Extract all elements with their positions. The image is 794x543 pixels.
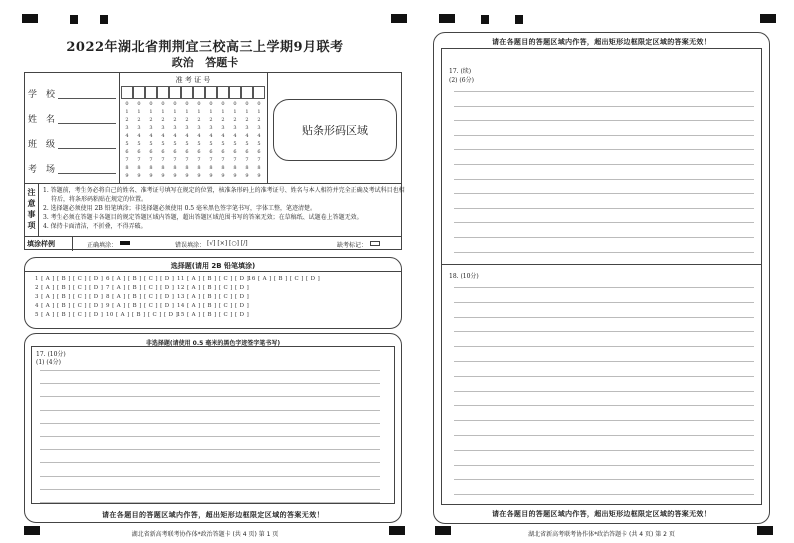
ticket-digit-bubble[interactable]: 2 (125, 117, 129, 123)
ticket-digit-bubble[interactable]: 9 (257, 173, 261, 179)
writing-line (454, 420, 754, 421)
ticket-digit-box[interactable] (157, 86, 169, 99)
ticket-digit-bubble[interactable]: 5 (173, 141, 177, 147)
ticket-digit-bubble[interactable]: 1 (125, 109, 129, 115)
ticket-digit-box[interactable] (181, 86, 193, 99)
footer-page1: 湖北省新高考联考协作体*政治答题卡 (共 4 页) 第 1 页 (131, 531, 279, 538)
writing-line (454, 465, 754, 466)
ticket-digit-bubble[interactable]: 0 (161, 101, 165, 107)
ticket-digit-bubble[interactable]: 6 (197, 149, 201, 155)
choice-number: 5 (35, 312, 42, 318)
footer-page2: 湖北省新高考联考协作体*政治答题卡 (共 4 页) 第 2 页 (528, 531, 675, 538)
ticket-digit-box[interactable] (121, 86, 133, 99)
ticket-digit-bubble[interactable]: 5 (185, 141, 189, 147)
ticket-digit-bubble[interactable]: 2 (245, 117, 249, 123)
ticket-digit-bubble[interactable]: 3 (209, 125, 213, 131)
timing-mark (391, 14, 407, 23)
absent-mark-box[interactable] (370, 241, 380, 246)
ticket-digit-bubble[interactable]: 9 (185, 173, 189, 179)
ticket-digit-bubble[interactable]: 4 (137, 133, 141, 139)
wrong-fill-label: 错误填涂： (175, 242, 206, 249)
choice-options[interactable]: [ A ] [ B ] [ C ] [ D ] (41, 276, 104, 282)
ticket-digit-bubble[interactable]: 7 (209, 157, 213, 163)
info-field-row (28, 112, 116, 126)
ticket-digit-bubble[interactable]: 6 (161, 149, 165, 155)
ticket-digit-bubble[interactable]: 4 (221, 133, 225, 139)
choice-item[interactable] (177, 312, 249, 318)
ticket-digit-box[interactable] (133, 86, 145, 99)
writing-line (454, 361, 754, 362)
ticket-digit-bubble[interactable]: 5 (257, 141, 261, 147)
notice-list (43, 186, 405, 231)
ticket-digit-bubble[interactable]: 7 (245, 157, 249, 163)
ticket-digit-bubble[interactable]: 3 (233, 125, 237, 131)
choice-number: 1 (35, 276, 42, 282)
choice-options[interactable]: [ A ] [ B ] [ C ] [ D ] (112, 276, 175, 282)
choice-options[interactable]: [ A ] [ B ] [ C ] [ D ] (41, 285, 104, 291)
ticket-digit-bubble[interactable]: 7 (233, 157, 237, 163)
boundary-warning-bottom: 请在各题目的答题区域内作答，超出矩形边框限定区域的答案无效！ (492, 510, 711, 518)
ticket-digit-bubble[interactable]: 6 (173, 149, 177, 155)
ticket-digit-bubble[interactable]: 0 (257, 101, 261, 107)
ticket-digit-bubble[interactable]: 2 (149, 117, 153, 123)
ticket-digit-box[interactable] (241, 86, 253, 99)
writing-line (40, 436, 380, 437)
barcode-label: 贴条形码区域 (302, 124, 368, 137)
q17-sub1-heading: (1) (4分) (36, 359, 61, 366)
ticket-digit-bubble[interactable]: 9 (197, 173, 201, 179)
q17-cont-heading: 17. (续) (449, 68, 472, 75)
ticket-digit-bubble[interactable]: 7 (197, 157, 201, 163)
ticket-digit-bubble[interactable]: 1 (137, 109, 141, 115)
timing-mark (515, 15, 523, 24)
choice-item[interactable] (106, 285, 174, 291)
ticket-digit-bubble[interactable]: 8 (149, 165, 153, 171)
ticket-digit-bubble[interactable]: 3 (185, 125, 189, 131)
ticket-digit-bubble[interactable]: 2 (173, 117, 177, 123)
notice-item: 3. 考生必须在答题卡各题目的规定答题区域内答题，超出答题区域范围书写的答案无效；在草稿纸、试题卷上答题无效。 (43, 214, 363, 221)
ticket-digit-bubble[interactable]: 1 (149, 109, 153, 115)
notice-label: 注 意 事 项 (27, 187, 36, 230)
ticket-digit-bubble[interactable]: 3 (245, 125, 249, 131)
ticket-digit-bubble[interactable]: 9 (137, 173, 141, 179)
ticket-digit-bubble[interactable]: 6 (257, 149, 261, 155)
ticket-digit-bubble[interactable]: 5 (245, 141, 249, 147)
ticket-digit-bubble[interactable]: 9 (221, 173, 225, 179)
writing-line (40, 462, 380, 463)
notice-item: 4. 保持卡面清洁，不折叠，不得弄破。 (43, 223, 147, 230)
ticket-digit-bubble[interactable]: 8 (173, 165, 177, 171)
ticket-digit-bubble[interactable]: 7 (149, 157, 153, 163)
ticket-digit-box[interactable] (193, 86, 205, 99)
ticket-digit-bubble[interactable]: 1 (185, 109, 189, 115)
ticket-digit-bubble[interactable]: 4 (245, 133, 249, 139)
ticket-digit-bubble[interactable]: 3 (257, 125, 261, 131)
ticket-digit-bubble[interactable]: 9 (173, 173, 177, 179)
ticket-digit-bubble[interactable]: 0 (137, 101, 141, 107)
choice-options[interactable]: [ A ] [ B ] [ C ] [ D ] (186, 312, 250, 318)
writing-line (40, 410, 380, 411)
ticket-digit-bubble[interactable]: 6 (149, 149, 153, 155)
ticket-digit-bubble[interactable]: 8 (161, 165, 165, 171)
ticket-digit-bubble[interactable]: 1 (245, 109, 249, 115)
ticket-digit-bubble[interactable]: 7 (137, 157, 141, 163)
writing-line (40, 423, 380, 424)
choice-number: 7 (106, 285, 113, 291)
choice-number: 4 (35, 303, 42, 309)
nonchoice-panel (24, 333, 402, 523)
writing-line (454, 91, 754, 92)
exam-title: 2022年湖北省荆荆宜三校高三上学期9月联考 (66, 40, 344, 55)
writing-line (40, 502, 380, 503)
ticket-digit-bubble[interactable]: 8 (233, 165, 237, 171)
answer-area-q18[interactable] (441, 265, 762, 505)
ticket-digit-bubble[interactable]: 3 (161, 125, 165, 131)
ticket-digit-bubble[interactable]: 3 (149, 125, 153, 131)
choice-number: 11 (177, 276, 187, 282)
writing-line (454, 405, 754, 406)
q17-heading: 17. (10分) (36, 351, 66, 358)
ticket-digit-bubble[interactable]: 0 (125, 101, 129, 107)
ticket-digit-bubble[interactable]: 3 (137, 125, 141, 131)
ticket-digit-bubble[interactable]: 0 (209, 101, 213, 107)
ticket-digit-bubble[interactable]: 8 (257, 165, 261, 171)
ticket-digit-bubble[interactable]: 6 (185, 149, 189, 155)
answer-area-q17[interactable] (31, 346, 395, 504)
writing-line (454, 317, 754, 318)
info-field-label: 姓 名 (28, 115, 56, 125)
ticket-digit-bubble[interactable]: 6 (245, 149, 249, 155)
ticket-digit-bubble[interactable]: 4 (125, 133, 129, 139)
correct-fill-label: 正确填涂： (87, 242, 118, 249)
info-field-input[interactable] (58, 98, 116, 99)
ticket-digit-bubble[interactable]: 0 (221, 101, 225, 107)
ticket-digit-bubble[interactable]: 3 (197, 125, 201, 131)
ticket-digit-bubble[interactable]: 9 (209, 173, 213, 179)
notice-item: 2. 选择题必须使用 2B 铅笔填涂；非选择题必须使用 0.5 毫米黑色签字笔书写，字体工整，笔迹清楚。 (43, 205, 317, 212)
ticket-digit-bubble[interactable]: 7 (185, 157, 189, 163)
choice-options[interactable]: [ A ] [ B ] [ C ] [ D ] (186, 276, 250, 282)
ticket-digit-bubble[interactable]: 5 (125, 141, 129, 147)
ticket-digit-bubble[interactable]: 4 (209, 133, 213, 139)
ticket-digit-bubble[interactable]: 4 (173, 133, 177, 139)
choice-options[interactable]: [ A ] [ B ] [ C ] [ D ] (112, 303, 175, 309)
choice-options[interactable]: [ A ] [ B ] [ C ] [ D ] (41, 294, 104, 300)
ticket-digit-bubble[interactable]: 8 (221, 165, 225, 171)
fill-sample-label: 填涂样例 (27, 240, 55, 248)
choice-options[interactable]: [ A ] [ B ] [ C ] [ D ] (41, 312, 104, 318)
wrong-fill-marks: [√] [×] [○] [/] (207, 240, 248, 247)
ticket-digit-bubble[interactable]: 5 (233, 141, 237, 147)
ticket-digit-bubble[interactable]: 2 (137, 117, 141, 123)
page2-panel (433, 32, 770, 524)
info-field-row (28, 137, 116, 151)
ticket-digit-bubble[interactable]: 9 (125, 173, 129, 179)
writing-line (40, 370, 380, 371)
ticket-digit-box[interactable] (229, 86, 241, 99)
writing-line (454, 179, 754, 180)
choice-title: 选择题(请用 2B 铅笔填涂) (170, 262, 256, 270)
ticket-digit-bubble[interactable]: 4 (161, 133, 165, 139)
ticket-digit-bubble[interactable]: 0 (185, 101, 189, 107)
choice-number: 16 (248, 276, 258, 282)
ticket-digit-bubble[interactable]: 2 (197, 117, 201, 123)
ticket-digit-bubble[interactable]: 6 (233, 149, 237, 155)
ticket-digit-bubble[interactable]: 5 (137, 141, 141, 147)
writing-line (454, 287, 754, 288)
ticket-digit-bubble[interactable]: 8 (209, 165, 213, 171)
choice-options[interactable]: [ A ] [ B ] [ C ] [ D ] (186, 294, 250, 300)
ticket-digit-bubble[interactable]: 3 (125, 125, 129, 131)
choice-number: 15 (177, 312, 187, 318)
boundary-warning-top: 请在各题目的答题区域内作答，超出矩形边框限定区域的答案无效！ (492, 38, 711, 46)
ticket-digit-bubble[interactable]: 0 (197, 101, 201, 107)
ticket-digit-bubble[interactable]: 5 (221, 141, 225, 147)
ticket-digit-box[interactable] (217, 86, 229, 99)
ticket-digit-bubble[interactable]: 0 (149, 101, 153, 107)
timing-mark (760, 14, 776, 23)
ticket-digit-bubble[interactable]: 2 (221, 117, 225, 123)
ticket-digit-bubble[interactable]: 9 (149, 173, 153, 179)
choice-item[interactable] (177, 303, 249, 309)
choice-options[interactable]: [ A ] [ B ] [ C ] [ D ] (257, 276, 321, 282)
choice-item[interactable] (35, 294, 103, 300)
ticket-digit-bubble[interactable]: 1 (197, 109, 201, 115)
ticket-digit-bubble[interactable]: 0 (173, 101, 177, 107)
writing-line (454, 252, 754, 253)
info-box (24, 72, 405, 250)
choice-options[interactable]: [ A ] [ B ] [ C ] [ D ] (186, 285, 250, 291)
ticket-number-label: 准 考 证 号 (175, 76, 211, 84)
ticket-digit-bubble[interactable]: 5 (197, 141, 201, 147)
ticket-digit-bubble[interactable]: 8 (137, 165, 141, 171)
ticket-digit-bubble[interactable]: 5 (161, 141, 165, 147)
info-field-row (28, 87, 116, 101)
ticket-digit-bubble[interactable]: 0 (245, 101, 249, 107)
nonchoice-title: 非选择题(请使用 0.5 毫米的黑色字迹签字笔书写) (145, 340, 281, 347)
notice-item: 1. 答题前，考生务必将自己的姓名、准考证号填写在规定的位置，核准条形码上的准考证号、姓名与本人相符并完全正确及考试科目也相 (43, 187, 405, 194)
writing-line (454, 193, 754, 194)
ticket-digit-bubble[interactable]: 6 (221, 149, 225, 155)
choice-number: 10 (106, 312, 116, 318)
choice-number: 2 (35, 285, 42, 291)
timing-mark (100, 15, 108, 24)
ticket-digit-bubble[interactable]: 2 (257, 117, 261, 123)
ticket-digit-bubble[interactable]: 6 (125, 149, 129, 155)
ticket-digit-box[interactable] (205, 86, 217, 99)
choice-number: 3 (35, 294, 42, 300)
info-field-input[interactable] (58, 148, 116, 149)
q18-heading: 18. (10分) (449, 273, 479, 280)
timing-mark (481, 15, 489, 24)
ticket-digit-bubble[interactable]: 9 (245, 173, 249, 179)
absent-mark-label: 缺考标记： (337, 242, 368, 249)
writing-line (454, 331, 754, 332)
choice-number: 8 (106, 294, 113, 300)
ticket-digit-bubble[interactable]: 6 (137, 149, 141, 155)
choice-number: 12 (177, 285, 187, 291)
choice-item[interactable] (248, 276, 320, 282)
ticket-digit-box[interactable] (145, 86, 157, 99)
writing-line (40, 489, 380, 490)
info-field-label: 班 级 (28, 140, 56, 150)
choice-panel (24, 257, 402, 329)
writing-line (454, 237, 754, 238)
choice-item[interactable] (106, 276, 174, 282)
writing-line (454, 164, 754, 165)
boundary-warning: 请在各题目的答题区域内作答，超出矩形边框限定区域的答案无效！ (102, 511, 324, 519)
ticket-digit-box[interactable] (169, 86, 181, 99)
ticket-digit-bubble[interactable]: 4 (197, 133, 201, 139)
choice-item[interactable] (106, 294, 174, 300)
ticket-digit-bubble[interactable]: 1 (161, 109, 165, 115)
ticket-digit-bubble[interactable]: 1 (173, 109, 177, 115)
ticket-digit-bubble[interactable]: 1 (209, 109, 213, 115)
notice-item: 符后，将条形码粘贴在规定的位置。 (51, 196, 148, 203)
choice-item[interactable] (35, 276, 103, 282)
ticket-digit-bubble[interactable]: 9 (161, 173, 165, 179)
ticket-digit-bubble[interactable]: 2 (233, 117, 237, 123)
choice-options[interactable]: [ A ] [ B ] [ C ] [ D ] (112, 294, 175, 300)
writing-line (454, 208, 754, 209)
ticket-digit-bubble[interactable]: 0 (233, 101, 237, 107)
ticket-digit-bubble[interactable]: 9 (233, 173, 237, 179)
q17-sub2-heading: (2) (6分) (449, 77, 474, 84)
barcode-area (273, 99, 397, 161)
timing-mark (70, 15, 78, 24)
choice-options[interactable]: [ A ] [ B ] [ C ] [ D ] (112, 285, 175, 291)
ticket-digit-bubble[interactable]: 1 (233, 109, 237, 115)
correct-fill-mark (120, 241, 130, 245)
writing-line (454, 222, 754, 223)
writing-line (40, 449, 380, 450)
info-field-input[interactable] (58, 123, 116, 124)
choice-options[interactable]: [ A ] [ B ] [ C ] [ D ] (41, 303, 104, 309)
writing-line (454, 376, 754, 377)
writing-line (454, 391, 754, 392)
ticket-digit-bubble[interactable]: 3 (173, 125, 177, 131)
choice-item[interactable] (177, 294, 249, 300)
info-field-row (28, 162, 116, 176)
ticket-digit-bubble[interactable]: 4 (233, 133, 237, 139)
writing-line (454, 302, 754, 303)
writing-line (454, 106, 754, 107)
ticket-digit-bubble[interactable]: 2 (185, 117, 189, 123)
choice-item[interactable] (106, 312, 178, 318)
exam-subtitle: 政治 答题卡 (171, 56, 239, 69)
writing-line (454, 479, 754, 480)
choice-number: 6 (106, 276, 113, 282)
writing-line (454, 149, 754, 150)
ticket-digit-bubble[interactable]: 1 (221, 109, 225, 115)
ticket-digit-bubble[interactable]: 7 (257, 157, 261, 163)
choice-item[interactable] (35, 303, 103, 309)
ticket-digit-bubble[interactable]: 7 (161, 157, 165, 163)
choice-grid[interactable] (35, 276, 395, 324)
ticket-digit-bubble[interactable]: 4 (149, 133, 153, 139)
ticket-digit-bubble[interactable]: 7 (173, 157, 177, 163)
ticket-digit-box[interactable] (253, 86, 265, 99)
answer-area-q17-cont[interactable] (441, 48, 762, 265)
info-field-label: 学 校 (28, 90, 56, 100)
writing-line (40, 396, 380, 397)
choice-item[interactable] (35, 312, 103, 318)
writing-line (40, 476, 380, 477)
writing-line (454, 135, 754, 136)
timing-mark (439, 14, 455, 23)
ticket-digit-bubble[interactable]: 4 (185, 133, 189, 139)
choice-item[interactable] (177, 276, 249, 282)
choice-item[interactable] (106, 303, 174, 309)
writing-line (454, 120, 754, 121)
writing-line (454, 435, 754, 436)
ticket-digit-grid[interactable] (121, 101, 267, 181)
ticket-digit-bubble[interactable]: 8 (197, 165, 201, 171)
ticket-digit-bubble[interactable]: 2 (209, 117, 213, 123)
timing-mark (22, 14, 38, 23)
ticket-digit-bubble[interactable]: 7 (125, 157, 129, 163)
ticket-digit-bubble[interactable]: 4 (257, 133, 261, 139)
ticket-digit-bubble[interactable]: 3 (221, 125, 225, 131)
writing-line (454, 494, 754, 495)
choice-item[interactable] (177, 285, 249, 291)
writing-line (454, 346, 754, 347)
ticket-digit-bubble[interactable]: 7 (221, 157, 225, 163)
ticket-digit-bubble[interactable]: 2 (161, 117, 165, 123)
choice-number: 13 (177, 294, 187, 300)
ticket-digit-bubble[interactable]: 6 (209, 149, 213, 155)
choice-item[interactable] (35, 285, 103, 291)
writing-line (40, 383, 380, 384)
choice-options[interactable]: [ A ] [ B ] [ C ] [ D ] (186, 303, 250, 309)
ticket-digit-bubble[interactable]: 5 (209, 141, 213, 147)
ticket-digit-bubble[interactable]: 1 (257, 109, 261, 115)
choice-number: 9 (106, 303, 113, 309)
ticket-number-boxes[interactable] (121, 86, 267, 99)
ticket-digit-bubble[interactable]: 8 (185, 165, 189, 171)
ticket-digit-bubble[interactable]: 8 (125, 165, 129, 171)
info-field-label: 考 场 (28, 165, 56, 175)
ticket-digit-bubble[interactable]: 5 (149, 141, 153, 147)
ticket-digit-bubble[interactable]: 8 (245, 165, 249, 171)
writing-line (454, 450, 754, 451)
choice-options[interactable]: [ A ] [ B ] [ C ] [ D ] (115, 312, 179, 318)
info-field-input[interactable] (58, 173, 116, 174)
choice-number: 14 (177, 303, 187, 309)
